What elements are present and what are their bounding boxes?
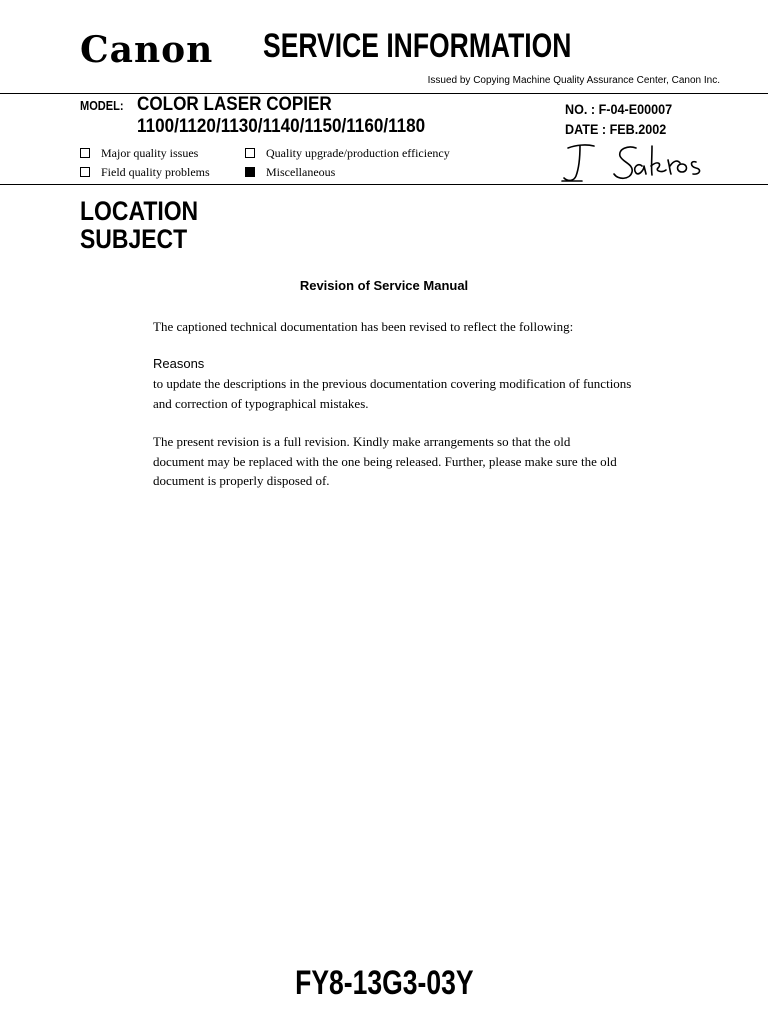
subject-heading: SUBJECT — [80, 224, 188, 254]
header-rule-top — [0, 93, 768, 94]
page-title: SERVICE INFORMATION — [263, 27, 572, 65]
category-quality-upgrade — [245, 145, 450, 161]
category-major-quality — [80, 145, 198, 161]
document-date-label: DATE : — [565, 121, 607, 137]
checkbox-icon — [80, 167, 90, 177]
canon-logo: Canon — [80, 29, 214, 71]
model-numbers: 1100/1120/1130/1140/1150/1160/1180 — [137, 116, 426, 137]
category-miscellaneous — [245, 164, 335, 180]
category-label: Major quality issues — [101, 146, 199, 160]
document-date-value: FEB.2002 — [609, 121, 667, 137]
category-field-quality — [80, 164, 210, 180]
reasons-heading: Reasons — [153, 356, 205, 371]
revision-paragraph: The present revision is a full revision. Kindly make arrangements so that the old document may be replaced with the one being released. Further, please make sure the old document is properly disposed of. — [153, 434, 617, 488]
document-number-value: : F-04-E00007 — [590, 101, 673, 117]
issued-by-line: Issued by Copying Machine Quality Assurance Center, Canon Inc. — [427, 75, 720, 86]
header-rule-bottom — [0, 184, 768, 185]
checkbox-icon — [80, 148, 90, 158]
category-label: Quality upgrade/production efficiency — [266, 146, 450, 160]
checkbox-checked-icon — [245, 167, 255, 177]
document-number-label: NO. — [565, 101, 588, 117]
category-label: Field quality problems — [101, 165, 210, 179]
model-label: MODEL: — [80, 98, 124, 113]
model-name: COLOR LASER COPIER — [137, 94, 332, 115]
document-code-text: FY8-13G3-03Y — [294, 964, 474, 1002]
document-number — [565, 100, 672, 118]
document-date — [565, 120, 666, 138]
location-heading: LOCATION — [80, 196, 199, 226]
intro-paragraph: The captioned technical documentation has been revised to reflect the following: — [153, 319, 574, 334]
subject-title: Revision of Service Manual — [299, 278, 469, 293]
document-code — [0, 962, 768, 1004]
checkbox-icon — [245, 148, 255, 158]
reasons-paragraph: to update the descriptions in the previous documentation covering modification of functions and correction of typographical mistakes. — [153, 376, 632, 411]
signature-icon — [558, 140, 723, 186]
category-label: Miscellaneous — [266, 165, 336, 179]
